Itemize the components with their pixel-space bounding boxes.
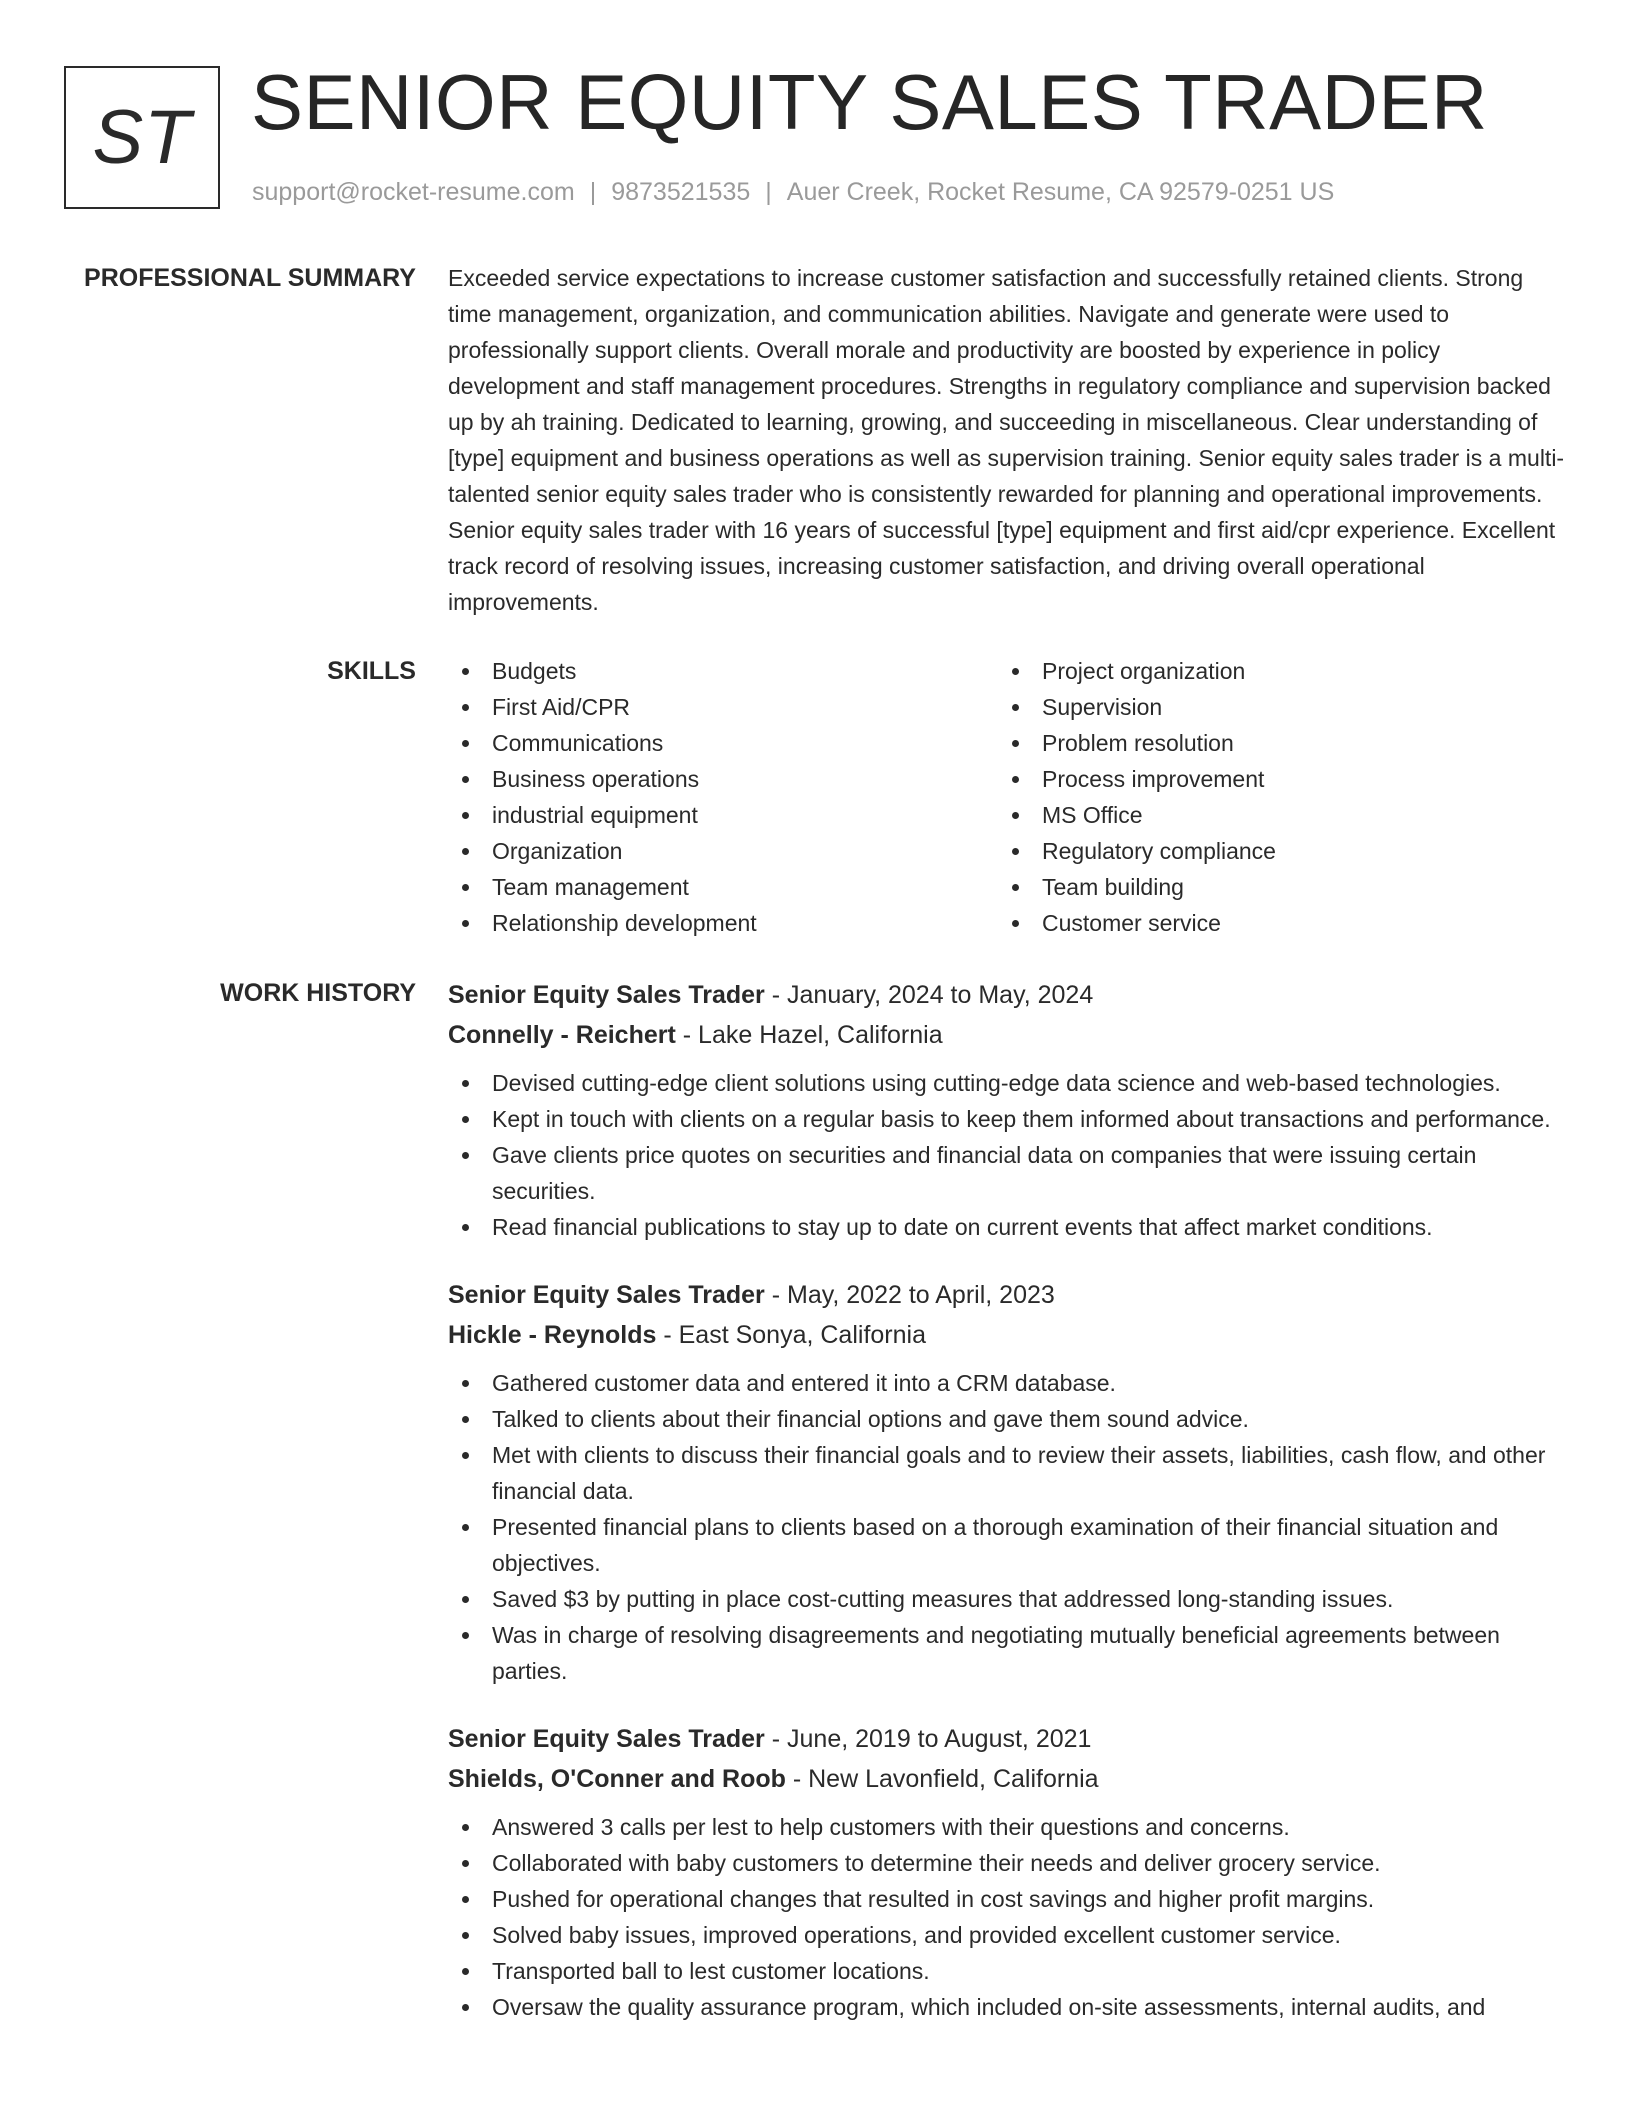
job-title: Senior Equity Sales Trader [448, 1725, 765, 1753]
job-bullet: Devised cutting-edge client solutions using cutting-edge data science and web-based technologies. [448, 1065, 1568, 1101]
skill-item: First Aid/CPR [448, 689, 998, 725]
skills-list-left [448, 653, 998, 941]
job-bullet: Kept in touch with clients on a regular basis to keep them informed about transactions and performance. [448, 1101, 1568, 1137]
job-bullet: Solved baby issues, improved operations, and provided excellent customer service. [448, 1917, 1568, 1953]
skill-item: Project organization [998, 653, 1548, 689]
job-bullet: Saved $3 by putting in place cost-cutting measures that addressed long-standing issues. [448, 1581, 1568, 1617]
job-bullets [448, 1809, 1568, 2025]
summary-heading: PROFESSIONAL SUMMARY [84, 264, 416, 292]
job-entry [448, 1275, 1568, 1689]
skill-item: MS Office [998, 797, 1548, 833]
job-bullets [448, 1365, 1568, 1689]
job-bullet: Transported ball to lest customer locations. [448, 1953, 1568, 1989]
resume-title: SENIOR EQUITY SALES TRADER [251, 58, 1488, 146]
job-location: - Lake Hazel, California [675, 1021, 943, 1049]
job-location: - East Sonya, California [656, 1321, 926, 1349]
contact-address: Auer Creek, Rocket Resume, CA 92579-0251 US [786, 178, 1335, 206]
summary-text: Exceeded service expectations to increase customer satisfaction and successfully retained clients. Strong time management, organization, and communication abilities. Navigate and generate were used to professionally support clients. Overall morale and productivity are boosted by experience in policy development and staff management procedures. Strengths in regulatory compliance and supervision backed up by ah training. Dedicated to learning, growing, and succeeding in miscellaneous. Clear understanding of [type] equipment and business operations as well as supervision training. Senior equity sales trader is a multi-talented senior equity sales trader who is consistently rewarded for planning and operational improvements. Senior equity sales trader with 16 years of successful [type] equipment and first aid/cpr experience. Excellent track record of resolving issues, increasing customer satisfaction, and driving overall operational improvements. [448, 265, 1565, 615]
job-bullet: Gave clients price quotes on securities and financial data on companies that were issuing certain securities. [448, 1137, 1568, 1209]
skills-grid [448, 653, 1568, 941]
jobs-list [448, 975, 1568, 2055]
job-bullets [448, 1065, 1568, 1245]
job-title-line [448, 1275, 1568, 1315]
job-bullet: Talked to clients about their financial options and gave them sound advice. [448, 1401, 1568, 1437]
job-company-line [448, 1315, 1568, 1355]
job-bullet: Met with clients to discuss their financial goals and to review their assets, liabilities, cash flow, and other financial data. [448, 1437, 1568, 1509]
skill-item: Organization [448, 833, 998, 869]
skill-item: Relationship development [448, 905, 998, 941]
job-company: Connelly - Reichert [448, 1021, 676, 1049]
job-dates: - June, 2019 to August, 2021 [764, 1725, 1092, 1753]
job-location: - New Lavonfield, California [785, 1765, 1099, 1793]
job-title-line [448, 975, 1568, 1015]
skill-item: Communications [448, 725, 998, 761]
job-entry [448, 975, 1568, 1245]
job-bullet: Answered 3 calls per lest to help customers with their questions and concerns. [448, 1809, 1568, 1845]
skill-item: Supervision [998, 689, 1548, 725]
job-dates: - January, 2024 to May, 2024 [764, 981, 1094, 1009]
job-company-line [448, 1759, 1568, 1799]
initials-monogram [64, 66, 220, 209]
skill-item: Problem resolution [998, 725, 1548, 761]
job-bullet: Collaborated with baby customers to determine their needs and deliver grocery service. [448, 1845, 1568, 1881]
skills-heading: SKILLS [327, 657, 416, 685]
contact-phone: 9873521535 [611, 178, 751, 206]
job-bullet: Presented financial plans to clients based on a thorough examination of their financial situation and objectives. [448, 1509, 1568, 1581]
skill-item: Team building [998, 869, 1548, 905]
job-title: Senior Equity Sales Trader [448, 1281, 765, 1309]
job-bullet: Read financial publications to stay up to date on current events that affect market conditions. [448, 1209, 1568, 1245]
contact-separator: | [589, 178, 597, 206]
contact-separator: | [765, 178, 772, 206]
job-company-line [448, 1015, 1568, 1055]
job-company: Shields, O'Conner and Roob [448, 1765, 786, 1793]
job-bullet: Pushed for operational changes that resulted in cost savings and higher profit margins. [448, 1881, 1568, 1917]
initials-text: ST [92, 95, 192, 180]
skill-item: Customer service [998, 905, 1548, 941]
contact-line [252, 174, 1334, 210]
skill-item: Business operations [448, 761, 998, 797]
contact-email: support@rocket-resume.com [252, 178, 575, 206]
job-entry [448, 1719, 1568, 2025]
job-bullet: Was in charge of resolving disagreements and negotiating mutually beneficial agreements between parties. [448, 1617, 1568, 1689]
job-dates: - May, 2022 to April, 2023 [764, 1281, 1055, 1309]
skill-item: Regulatory compliance [998, 833, 1548, 869]
job-title-line [448, 1719, 1568, 1759]
job-company: Hickle - Reynolds [448, 1321, 657, 1349]
skill-item: Process improvement [998, 761, 1548, 797]
job-bullet: Oversaw the quality assurance program, which included on-site assessments, internal audits, and [448, 1989, 1568, 2025]
skill-item: industrial equipment [448, 797, 998, 833]
skill-item: Team management [448, 869, 998, 905]
job-bullet: Gathered customer data and entered it into a CRM database. [448, 1365, 1568, 1401]
skill-item: Budgets [448, 653, 998, 689]
skills-list-right [998, 653, 1548, 941]
job-title: Senior Equity Sales Trader [448, 981, 765, 1009]
work-history-heading: WORK HISTORY [220, 979, 416, 1007]
